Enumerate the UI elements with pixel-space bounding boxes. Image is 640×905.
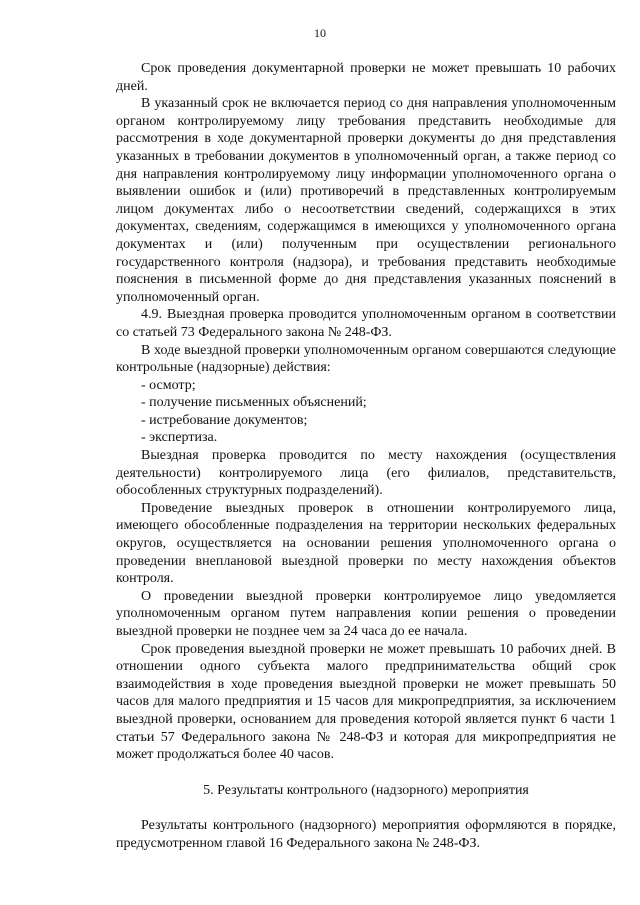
list-item: - получение письменных объяснений; — [141, 395, 367, 411]
section-heading: 5. Результаты контрольного (надзорного) мероприятия — [203, 782, 529, 798]
paragraph-onsite-location: Выездная проверка проводится по месту нахождения (осуществления деятельности) контролируемого лица (его филиалов, представительств, обособленных структурных подразделений). — [116, 448, 616, 499]
paragraph-onsite-actions-intro: В ходе выездной проверки уполномоченным органом совершаются следующие контрольные (надзорные) действия: — [116, 342, 616, 376]
paragraph-excluded-period: В указанный срок не включается период со дня направления уполномоченным органом контролируемому лицу требования представить необходимые для рассмотрения в ходе документарной проверки документы до дня представления указанных в требовании документов в уполномоченный орган, а также период со дня направления контролируемому лицу информации уполномоченного органа о выявлении ошибок и (или) противоречий в представленных контролируемым лицом документах либо о несоответствии сведений, содержащихся в этих документах, сведениям, содержащимся в имеющихся у уполномоченного органа документах и (или) полученным при осуществлении регионального государственного контроля (надзора), и требования представить необходимые пояснения в письменной форме до дня представления указанных пояснений в уполномоченный орган. — [116, 96, 616, 305]
paragraph-results: Результаты контрольного (надзорного) мероприятия оформляются в порядке, предусмотренном главой 16 Федерального закона № 248-ФЗ. — [116, 818, 616, 851]
paragraph-4-9: 4.9. Выездная проверка проводится уполномоченным органом в соответствии со статьей 73 Федерального закона № 248-ФЗ. — [116, 307, 616, 340]
actions-list — [116, 377, 616, 447]
page-number: 10 — [314, 26, 326, 40]
document-body — [116, 60, 616, 853]
list-item: - экспертиза. — [141, 430, 218, 446]
list-item: - истребование документов; — [141, 412, 308, 428]
paragraph-onsite-term: Срок проведения выездной проверки не может превышать 10 рабочих дней. В отношении одного субъекта малого предпринимательства общий срок взаимодействия в ходе проведения выездной проверки не может превышать 50 часов для малого предприятия и 15 часов для микропредприятия, за исключением выездной проверки, основанием для проведения которой является пункт 6 части 1 статьи 57 Федерального закона № 248-ФЗ и которая для микропредприятия не может продолжаться более 40 часов. — [116, 641, 616, 763]
list-item: - осмотр; — [141, 377, 196, 393]
paragraph-multiple-districts: Проведение выездных проверок в отношении контролируемого лица, имеющего обособленные подразделения на территории нескольких федеральных округов, осуществляется на основании решения уполномоченного органа о проведении внеплановой выездной проверки по месту нахождения объектов контроля. — [116, 500, 616, 587]
paragraph-doc-check-term: Срок проведения документарной проверки не может превышать 10 рабочих дней. — [116, 61, 616, 94]
paragraph-notification: О проведении выездной проверки контролируемое лицо уведомляется уполномоченным органом путем направления копии решения о проведении выездной проверки не позднее чем за 24 часа до ее начала. — [116, 588, 616, 639]
